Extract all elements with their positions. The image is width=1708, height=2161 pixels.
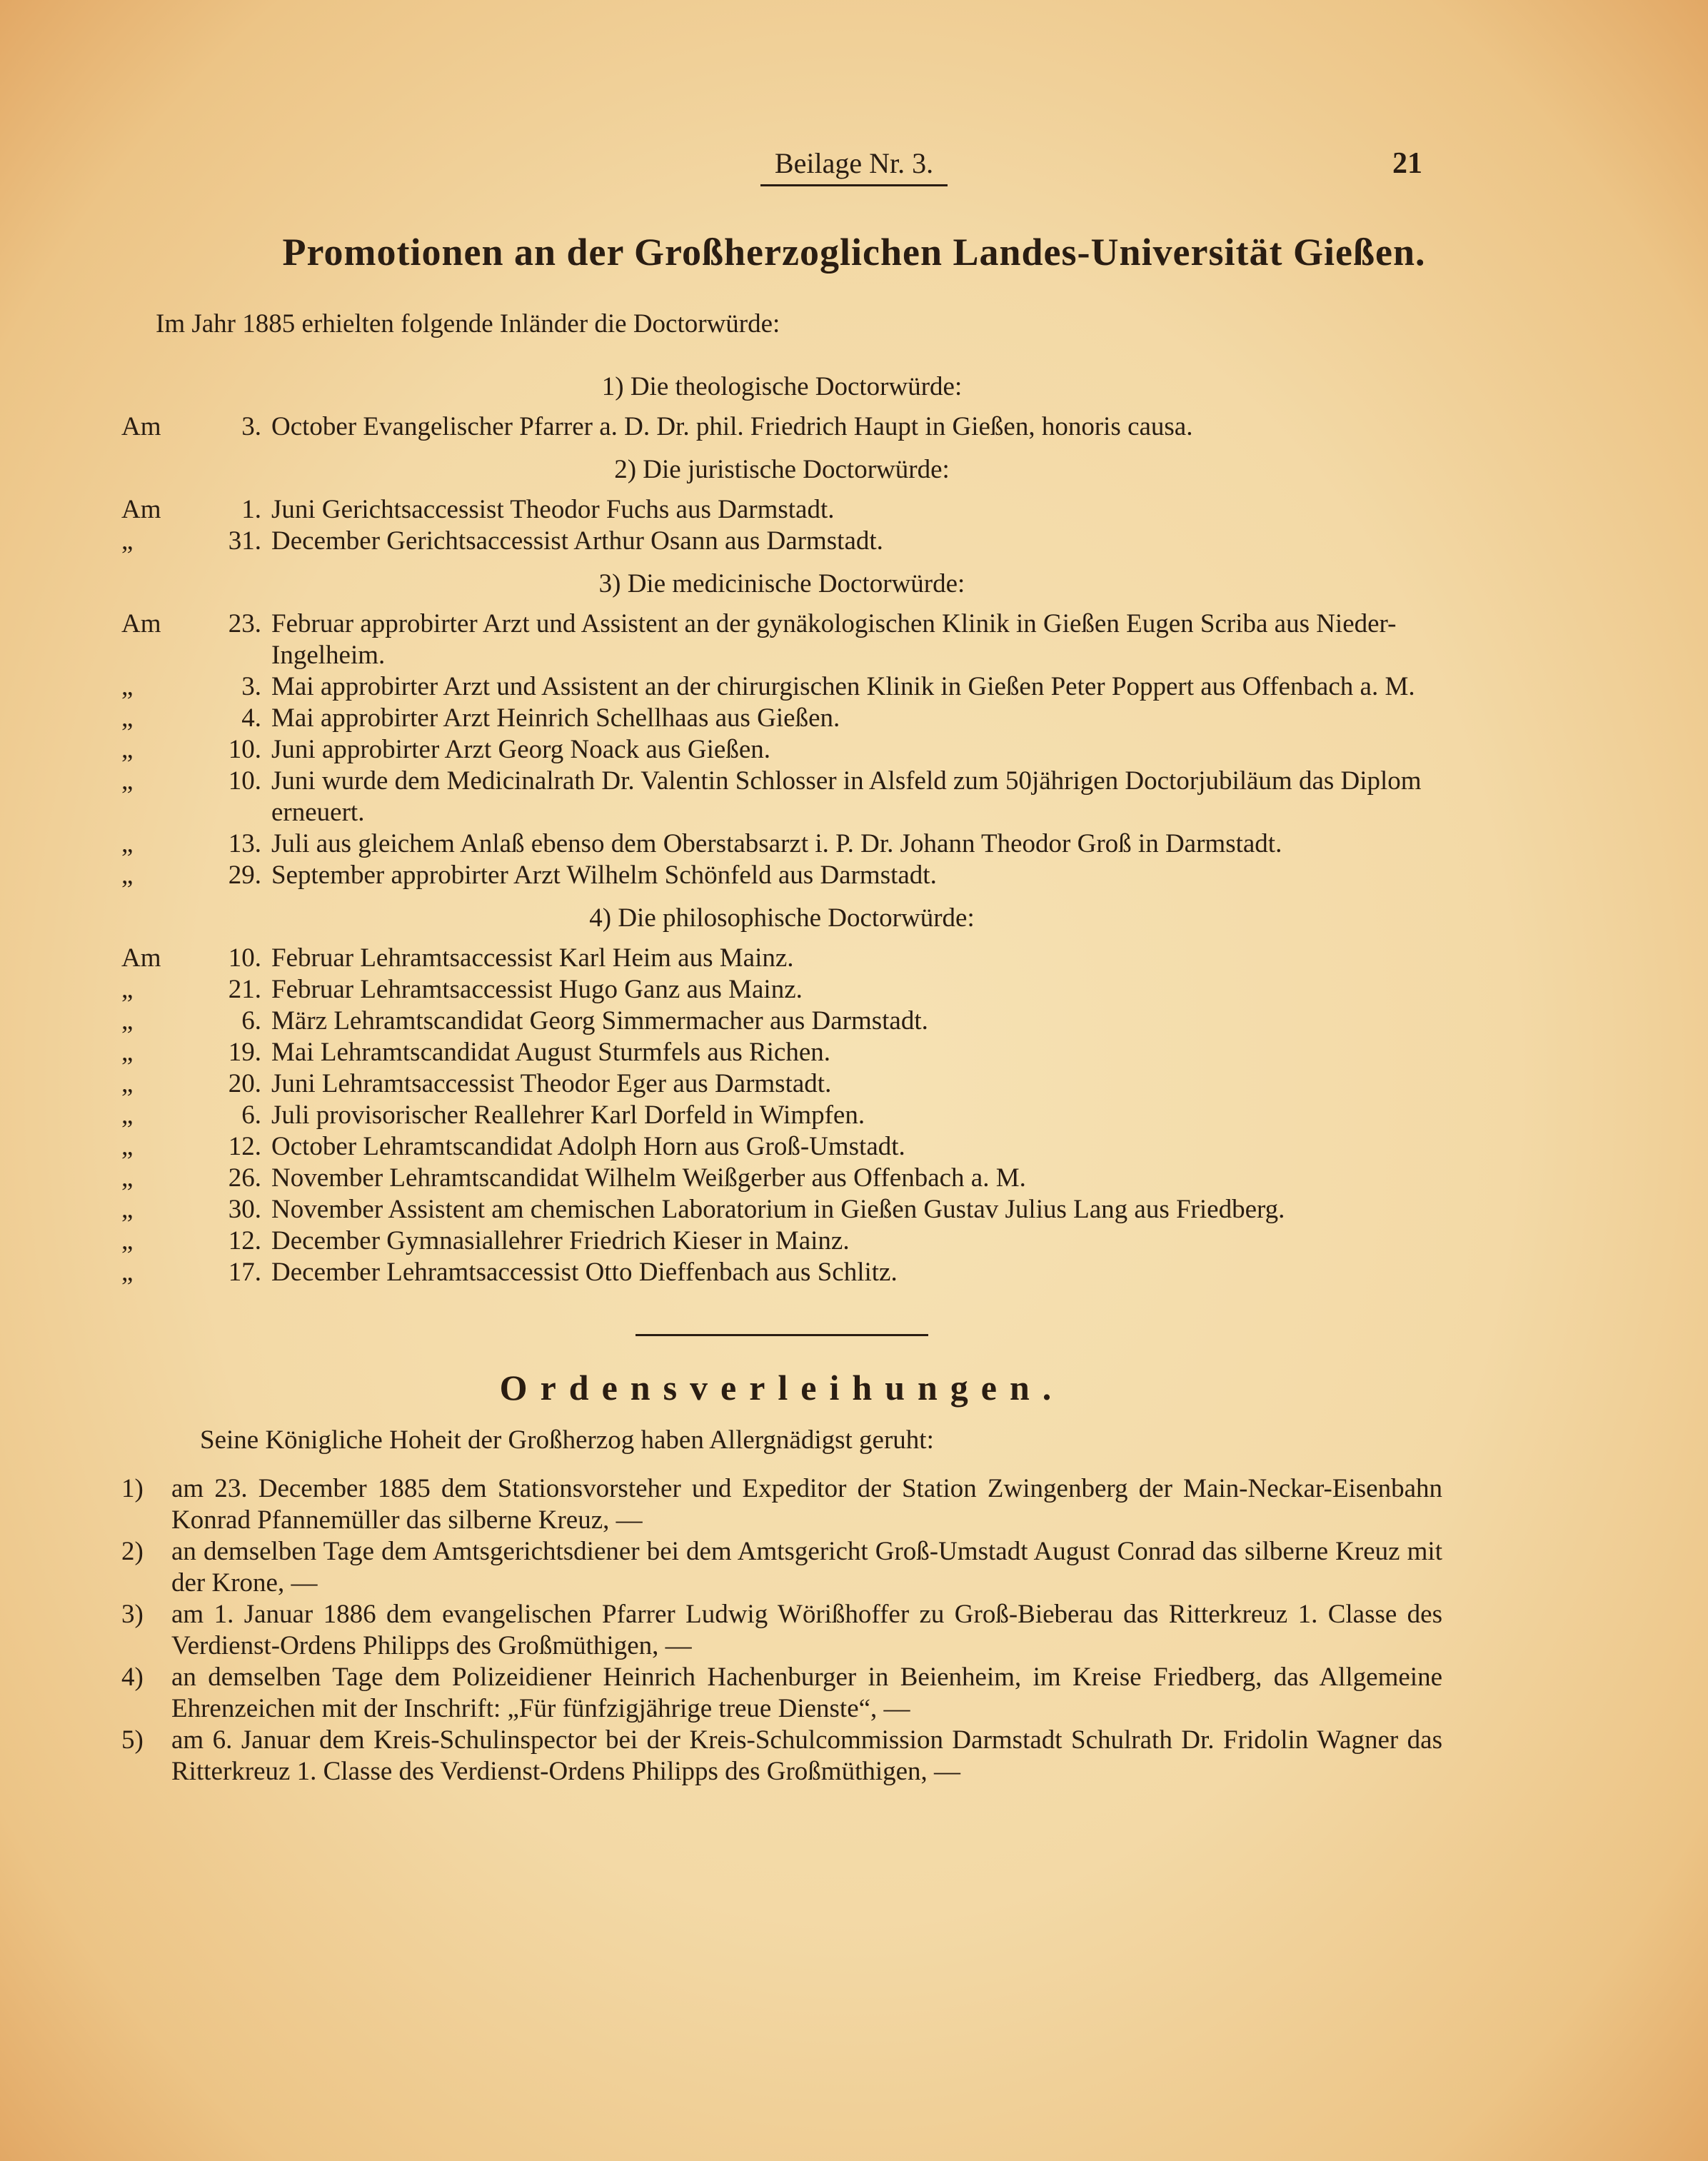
promotion-entry [121, 1163, 1442, 1194]
section-heading: 2) Die juristische Doctorwürde: [614, 455, 950, 484]
order-item [121, 1599, 1442, 1662]
entry-prefix: „ [121, 735, 134, 764]
entry-text: Juni Gerichtsaccessist Theodor Fuchs aus Darmstadt. [271, 495, 835, 524]
entry-day: 26. [228, 1163, 261, 1193]
entry-prefix: „ [121, 861, 134, 890]
promotion-entry [121, 1100, 1442, 1131]
promotion-entry [121, 1225, 1442, 1257]
entry-text: Mai Lehramtscandidat August Sturmfels aus Richen. [271, 1038, 831, 1067]
promotion-entry [121, 1131, 1442, 1163]
entry-prefix: „ [121, 1226, 134, 1255]
order-item [121, 1662, 1442, 1725]
order-number: 4) [121, 1663, 144, 1692]
entry-day: 3. [241, 672, 261, 701]
promotion-entry [121, 608, 1442, 671]
entry-prefix: Am [121, 609, 161, 638]
order-item [121, 1725, 1442, 1788]
entry-prefix: „ [121, 1038, 134, 1067]
entry-day: 10. [228, 735, 261, 764]
promotion-entry [121, 766, 1442, 828]
order-item [121, 1536, 1442, 1599]
entry-text: Mai approbirter Arzt Heinrich Schellhaas aus Gießen. [271, 703, 840, 733]
entry-text: October Evangelischer Pfarrer a. D. Dr. phil. Friedrich Haupt in Gießen, honoris causa. [271, 412, 1193, 441]
entry-text: Februar approbirter Arzt und Assistent an der gynäkologischen Klinik in Gießen Eugen Scriba aus Nieder-Ingelheim. [271, 609, 1397, 670]
entry-text: Mai approbirter Arzt und Assistent an der chirurgischen Klinik in Gießen Peter Poppert aus Offenbach a. M. [271, 672, 1415, 701]
entry-prefix: „ [121, 1195, 134, 1224]
divider [636, 1334, 928, 1336]
promotion-entry [121, 974, 1442, 1006]
promotion-entry [121, 1257, 1442, 1288]
promotion-entry [121, 1194, 1442, 1225]
entry-text: Juni wurde dem Medicinalrath Dr. Valentin Schlosser in Alsfeld zum 50jährigen Doctorjubiläum das Diplom erneuert. [271, 766, 1422, 827]
promotion-entry [121, 943, 1442, 974]
entry-text: Juni Lehramtsaccessist Theodor Eger aus Darmstadt. [271, 1069, 832, 1098]
entry-day: 31. [228, 526, 261, 556]
entry-prefix: Am [121, 495, 161, 524]
intro-text: Im Jahr 1885 erhielten folgende Inländer die Doctorwürde: [156, 309, 780, 339]
entry-day: 30. [228, 1195, 261, 1224]
entry-prefix: „ [121, 829, 134, 858]
entry-prefix: „ [121, 1132, 134, 1161]
entry-day: 6. [241, 1006, 261, 1036]
entry-day: 23. [228, 609, 261, 638]
running-header [0, 146, 1708, 186]
promotion-entry [121, 526, 1442, 557]
page-title: Promotionen an der Großherzoglichen Landes-Universität Gießen. [282, 231, 1426, 274]
entry-text: November Lehramtscandidat Wilhelm Weißgerber aus Offenbach a. M. [271, 1163, 1026, 1193]
entry-text: November Assistent am chemischen Laboratorium in Gießen Gustav Julius Lang aus Friedberg. [271, 1195, 1285, 1224]
promotion-entry [121, 1006, 1442, 1037]
entry-text: Juli aus gleichem Anlaß ebenso dem Oberstabsarzt i. P. Dr. Johann Theodor Groß in Darmstadt. [271, 829, 1282, 858]
promotion-entry [121, 411, 1442, 443]
promotion-entry [121, 1037, 1442, 1068]
entry-day: 4. [241, 703, 261, 733]
entry-day: 20. [228, 1069, 261, 1098]
order-text: am 6. Januar dem Kreis-Schulinspector bei der Kreis-Schulcommission Darmstadt Schulrath Dr. Fridolin Wagner das Ritterkreuz 1. Classe des Verdienst-Ordens Philipps des Großmüthigen, — [171, 1725, 1442, 1786]
entry-day: 12. [228, 1132, 261, 1161]
entry-day: 19. [228, 1038, 261, 1067]
entry-day: 17. [228, 1258, 261, 1287]
page-number: 21 [1392, 147, 1422, 180]
entry-day: 6. [241, 1100, 261, 1130]
section-heading: 3) Die medicinische Doctorwürde: [598, 569, 965, 598]
promotion-entry [121, 494, 1442, 526]
entry-prefix: „ [121, 1006, 134, 1036]
entry-prefix: „ [121, 766, 134, 796]
entry-day: 3. [241, 412, 261, 441]
entry-prefix: Am [121, 412, 161, 441]
order-item [121, 1473, 1442, 1536]
promotion-entry [121, 1068, 1442, 1100]
entry-day: 29. [228, 861, 261, 890]
promotion-entry [121, 828, 1442, 860]
order-text: an demselben Tage dem Polizeidiener Heinrich Hachenburger in Beienheim, im Kreise Friedberg, das Allgemeine Ehrenzeichen mit der Inschrift: „Für fünfzigjährige treue Dienste“, — [171, 1663, 1442, 1723]
promotion-sections [121, 371, 1442, 1288]
entry-prefix: „ [121, 1163, 134, 1193]
entry-text: September approbirter Arzt Wilhelm Schönfeld aus Darmstadt. [271, 861, 937, 890]
entry-day: 12. [228, 1226, 261, 1255]
promotion-entry [121, 860, 1442, 891]
orders-intro: Seine Königliche Hoheit der Großherzog haben Allergnädigst geruht: [200, 1425, 934, 1455]
document-body [121, 309, 1442, 1788]
entry-prefix: „ [121, 1258, 134, 1287]
entry-text: October Lehramtscandidat Adolph Horn aus Groß-Umstadt. [271, 1132, 905, 1161]
entry-text: Februar Lehramtsaccessist Karl Heim aus Mainz. [271, 943, 794, 973]
order-number: 2) [121, 1537, 144, 1566]
entry-day: 1. [241, 495, 261, 524]
entry-prefix: „ [121, 526, 134, 556]
entry-prefix: „ [121, 672, 134, 701]
orders-list [121, 1473, 1442, 1788]
entry-text: December Gerichtsaccessist Arthur Osann aus Darmstadt. [271, 526, 883, 556]
entry-prefix: Am [121, 943, 161, 973]
order-number: 3) [121, 1600, 144, 1629]
entry-text: December Lehramtsaccessist Otto Dieffenbach aus Schlitz. [271, 1258, 898, 1287]
entry-text: December Gymnasiallehrer Friedrich Kieser in Mainz. [271, 1226, 850, 1255]
entry-day: 10. [228, 943, 261, 973]
entry-day: 13. [228, 829, 261, 858]
order-number: 5) [121, 1725, 144, 1755]
promotion-entry [121, 703, 1442, 734]
entry-day: 21. [228, 975, 261, 1004]
entry-text: Februar Lehramtsaccessist Hugo Ganz aus Mainz. [271, 975, 803, 1004]
order-text: am 23. December 1885 dem Stationsvorsteher und Expeditor der Station Zwingenberg der Main-Neckar-Eisenbahn Konrad Pfannemüller das silberne Kreuz, — [171, 1474, 1442, 1535]
entry-text: Juli provisorischer Reallehrer Karl Dorfeld in Wimpfen. [271, 1100, 865, 1130]
entry-day: 10. [228, 766, 261, 796]
order-text: an demselben Tage dem Amtsgerichtsdiener bei dem Amtsgericht Groß-Umstadt August Conrad das silberne Kreuz mit der Krone, — [171, 1537, 1442, 1598]
entry-prefix: „ [121, 703, 134, 733]
entry-text: März Lehramtscandidat Georg Simmermacher aus Darmstadt. [271, 1006, 928, 1036]
promotion-entry [121, 734, 1442, 766]
header-title: Beilage Nr. 3. [760, 146, 948, 186]
promotion-entry [121, 671, 1442, 703]
entry-text: Juni approbirter Arzt Georg Noack aus Gießen. [271, 735, 771, 764]
entry-prefix: „ [121, 1069, 134, 1098]
entry-prefix: „ [121, 1100, 134, 1130]
order-text: am 1. Januar 1886 dem evangelischen Pfarrer Ludwig Wörißhoffer zu Groß-Bieberau das Ritterkreuz 1. Classe des Verdienst-Ordens Philipps des Großmüthigen, — [171, 1600, 1442, 1660]
orders-title: Ordensverleihungen. [499, 1368, 1065, 1408]
section-heading: 4) Die philosophische Doctorwürde: [589, 903, 975, 933]
entry-prefix: „ [121, 975, 134, 1004]
section-heading: 1) Die theologische Doctorwürde: [601, 372, 963, 401]
order-number: 1) [121, 1474, 144, 1503]
